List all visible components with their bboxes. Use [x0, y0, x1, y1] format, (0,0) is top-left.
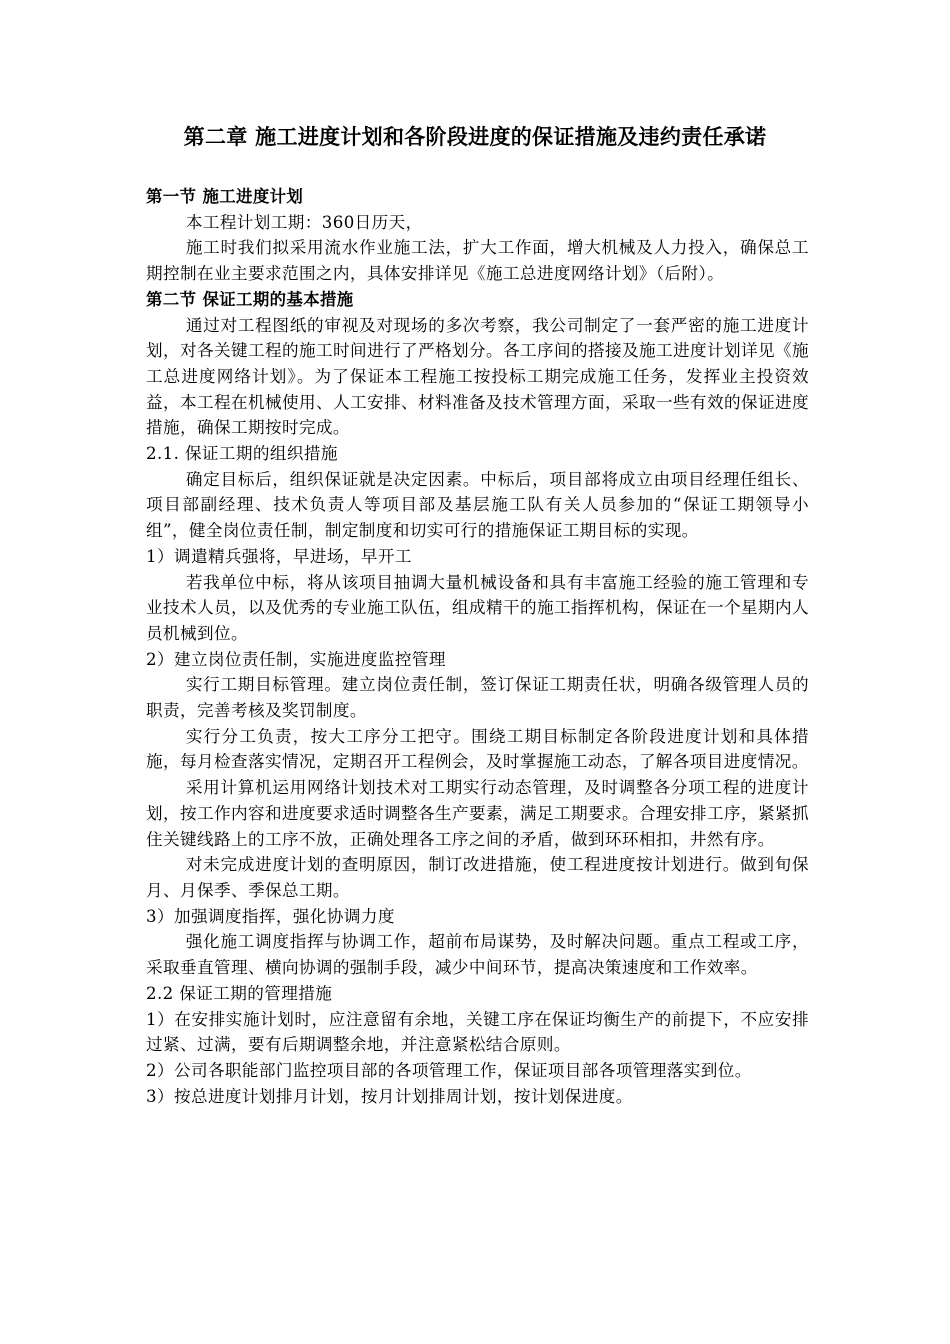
numbered-item: 1）在安排实施计划时，应注意留有余地，关键工序在保证均衡生产的前提下，不应安排过紧、过满，要有后期调整余地，并注意紧松结合原则。 — [146, 1009, 809, 1055]
section-2-heading: 第二节 保证工期的基本措施 — [146, 289, 354, 309]
body-paragraph: 施工时我们拟采用流水作业施工法，扩大工作面，增大机械及人力投入，确保总工期控制在业主要求范围之内，具体安排详见《施工总进度网络计划》（后附）。 — [146, 238, 809, 284]
section-1-heading: 第一节 施工进度计划 — [146, 187, 304, 206]
numbered-item: 2）公司各职能部门监控项目部的各项管理工作，保证项目部各项管理落实到位。 — [146, 1060, 752, 1080]
numbered-item-heading: 2）建立岗位责任制，实施进度监控管理 — [146, 649, 446, 669]
body-paragraph: 采用计算机运用网络计划技术对工期实行动态管理，及时调整各分项工程的进度计划，按工作内容和进度要求适时调整各生产要素，满足工期要求。合理安排工序，紧紧抓住关键线路上的工序不放，正确处理各工序之间的矛盾，做到环环相扣，井然有序。 — [146, 778, 809, 849]
body-paragraph: 对未完成进度计划的查明原因，制订改进措施，使工程进度按计划进行。做到旬保月、月保季、季保总工期。 — [146, 855, 809, 900]
body-paragraph: 确定目标后，组织保证就是决定因素。中标后，项目部将成立由项目经理任组长、项目部副经理、技术负责人等项目部及基层施工队有关人员参加的“保证工期领导小组”，健全岗位责任制，制定制度和切实可行的措施保证工期目标的实现。 — [146, 469, 809, 541]
numbered-item-heading: 3）加强调度指挥，强化协调力度 — [146, 906, 395, 926]
body-paragraph: 本工程计划工期：360日历天， — [185, 212, 423, 232]
numbered-item-heading: 1）调遣精兵强将，早进场，早开工 — [146, 546, 412, 566]
document-body — [146, 184, 809, 1109]
body-paragraph: 实行工期目标管理。建立岗位责任制，签订保证工期责任状，明确各级管理人员的职责，完善考核及奖罚制度。 — [146, 675, 809, 721]
subsection-heading: 2.1. 保证工期的组织措施 — [146, 444, 338, 464]
subsection-heading: 2.2 保证工期的管理措施 — [146, 983, 333, 1003]
body-paragraph: 强化施工调度指挥与协调工作，超前布局谋势，及时解决问题。重点工程或工序，采取垂直管理、横向协调的强制手段，减少中间环节，提高决策速度和工作效率。 — [146, 932, 809, 978]
numbered-item: 3）按总进度计划排月计划，按月计划排周计划，按计划保进度。 — [146, 1086, 633, 1106]
body-paragraph: 实行分工负责，按大工序分工把守。围绕工期目标制定各阶段进度计划和具体措施，每月检查落实情况，定期召开工程例会，及时掌握施工动态，了解各项目进度情况。 — [146, 726, 809, 772]
chapter-title: 第二章 施工进度计划和各阶段进度的保证措施及违约责任承诺 — [183, 125, 767, 149]
body-paragraph: 若我单位中标，将从该项目抽调大量机械设备和具有丰富施工经验的施工管理和专业技术人员，以及优秀的专业施工队伍，组成精干的施工指挥机构，保证在一个星期内人员机械到位。 — [146, 572, 809, 643]
body-paragraph: 通过对工程图纸的审视及对现场的多次考察，我公司制定了一套严密的施工进度计划，对各关键工程的施工时间进行了严格划分。各工序间的搭接及施工进度计划详见《施工总进度网络计划》。为了保证本工程施工按投标工期完成施工任务，发挥业主投资效益，本工程在机械使用、人工安排、材料准备及技术管理方面，采取一些有效的保证进度措施，确保工期按时完成。 — [146, 315, 809, 438]
